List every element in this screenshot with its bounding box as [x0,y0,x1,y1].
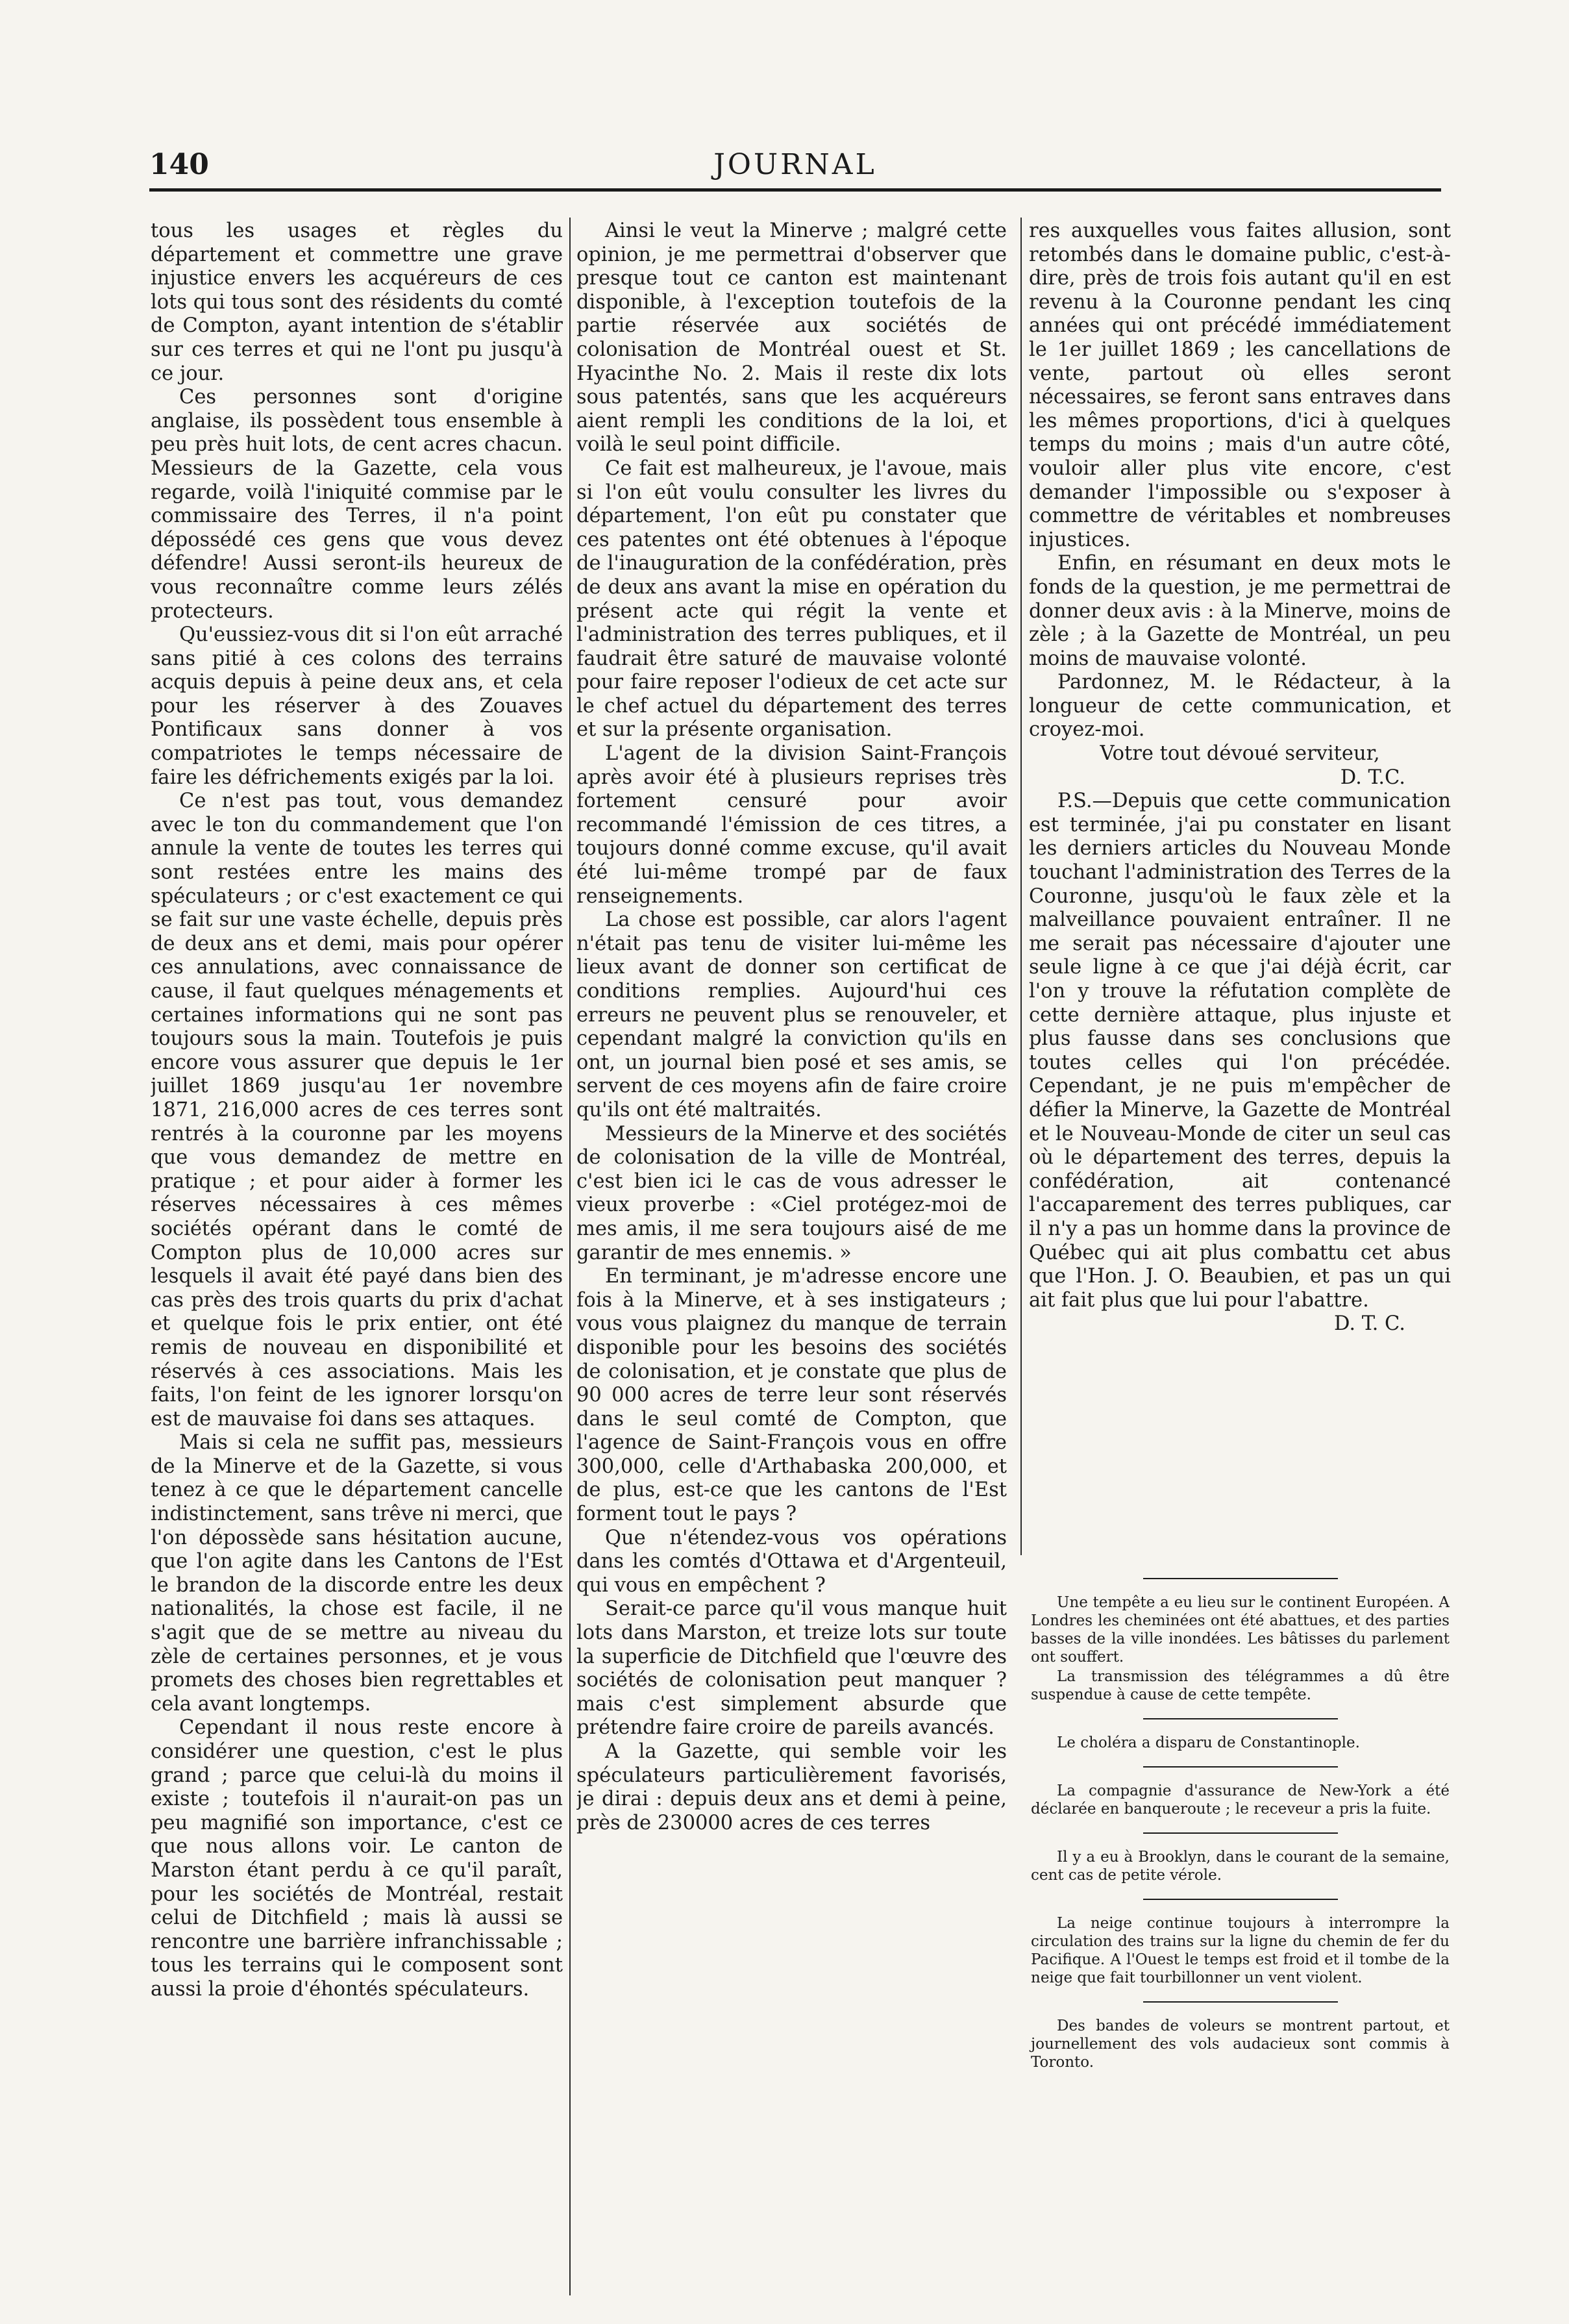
paragraph: Ainsi le veut la Minerve ; malgré cette opinion, je me permettrai d'observer que presque tout ce canton est maintenant disponible, à l'exception toutefois de la partie réservée aux sociétés de colonisation de Montréal ouest et St. Hyacinthe No. 2. Mais il reste dix lots sous patentés, sans que les acquéreurs aient rempli les conditions de la loi, et voilà le seul point difficile. [576,219,1007,456]
paragraph: Cependant il nous reste encore à considérer une question, c'est le plus grand ; parce que celui-là du moins il existe ; toutefois il n'aurait-on pas un peu magnifié son importance, c'est ce que nous allons voir. Le canton de Marston étant perdu à ce qu'il paraît, pour les sociétés de Montréal, restait celui de Ditchfield ; mais là aussi se rencontre une barrière infranchissable ; tous les terrains qui le composent sont aussi la proie d'éhontés spéculateurs. [151,1716,563,2001]
paragraph: Enfin, en résumant en deux mots le fonds de la question, je me permettrai de donner deux avis : à la Minerve, moins de zèle ; à la Gazette de Montréal, un peu moins de mauvaise volonté. [1029,552,1451,670]
paragraph: Ces personnes sont d'origine anglaise, ils possèdent tous ensemble à peu près huit lots, de cent acres chacun. Messieurs de la Gazette, cela vous regarde, voilà l'iniquité commise par le commissaire des Terres, il n'a point dépossédé ces gens que vous devez défendre! Aussi seront-ils heureux de vous reconnaître comme leurs zélés protecteurs. [151,386,563,623]
closing-line: Votre tout dévoué serviteur, [1100,742,1380,766]
paragraph: Que n'étendez-vous vos opérations dans les comtés d'Ottawa et d'Argenteuil, qui vous en empêchent ? [576,1526,1007,1597]
paragraph: En terminant, je m'adresse encore une fois à la Minerve, et à ses instigateurs ; vous vous plaignez du manque de terrain disponible pour les besoins des sociétés de colonisation, et je constate que plus de 90 000 acres de terre leur sont réservés dans le seul comté de Compton, que l'agence de Saint-François vous en offre 300,000, celle d'Arthabaska 200,000, et de plus, est-ce que les cantons de l'Est forment tout le pays ? [576,1265,1007,1526]
news-item: Des bandes de voleurs se montrent partout, et journellement des vols audacieux sont commis à Toronto. [1031,2018,1450,2071]
paragraph: Mais si cela ne suffit pas, messieurs de la Minerve et de la Gazette, si vous tenez à ce que le département cancelle indistinctement, sans trêve ni merci, que l'on dépossède sans hésitation aucune, que l'on agite dans les Cantons de l'Est le brandon de la discorde entre les deux nationalités, la chose est facile, il ne s'agit que de se mettre au niveau du zèle de certaines personnes, et je vous promets des choses bien regrettables et cela avant longtemps. [151,1431,563,1716]
ps-signature: D. T. C. [1334,1312,1405,1336]
page-number: 140 [149,148,209,181]
news-divider [1143,2001,1338,2003]
paragraph: res auxquelles vous faites allusion, sont retombés dans le domaine public, c'est-à-dire, près de trois fois autant qu'il en est revenu à la Couronne pendant les cinq années qui ont précédé immédiatement le 1er juillet 1869 ; les cancellations de vente, partout où elles seront nécessaires, se feront sans entraves dans les mêmes proportions, d'ici à quelques temps du moins ; mais d'un autre côté, vouloir aller plus vite encore, c'est demander l'impossible ou s'exposer à commettre de véritables et nombreuses injustices. [1029,219,1451,551]
page-header [149,148,1441,187]
paragraph: tous les usages et règles du département et commettre une grave injustice envers les acquéreurs de ces lots qui tous sont des résidents du comté de Compton, ayant intention de s'établir sur ces terres et qui ne l'ont pu jusqu'à ce jour. [151,219,563,385]
paragraph: L'agent de la division Saint-François après avoir été à plusieurs reprises très fortement censuré pour avoir recommandé l'émission de ces titres, a toujours donné comme excuse, qu'il avait été lui-même trompé par de faux renseignements. [576,742,1007,908]
postscript: P.S.—Depuis que cette communication est terminée, j'ai pu constater en lisant les derniers articles du Nouveau Monde touchant l'administration des Terres de la Couronne, jusqu'où le faux zèle et la malveillance pouvaient entraîner. Il ne me serait pas nécessaire d'ajouter une seule ligne à ce que j'ai déjà écrit, car l'on y trouve la réfutation complète de cette dernière attaque, plus injuste et plus fausse dans ses conclusions que toutes celles qui l'on précédée. Cependant, je ne puis m'empêcher de défier la Minerve, la Gazette de Montréal et le Nouveau-Monde de citer un seul cas où le département des terres, depuis la confédération, ait contenancé l'accaparement des terres publiques, car il n'y a pas un homme dans la province de Québec qui ait plus combattu cet abus que l'Hon. J. O. Beaubien, et pas un qui ait fait plus que lui pour l'abattre. [1029,790,1451,1312]
signature: D. T.C. [1340,766,1405,789]
news-divider [1143,1832,1338,1834]
news-item: Il y a eu à Brooklyn, dans le courant de la semaine, cent cas de petite vérole. [1031,1849,1450,1884]
news-item: Une tempête a eu lieu sur le continent Européen. A Londres les cheminées ont été abattues, et des parties basses de la ville inondées. Les bâtisses du parlement ont souffert. [1031,1594,1450,1666]
news-divider [1143,1718,1338,1719]
news-item: La transmission des télégrammes a dû être suspendue à cause de cette tempête. [1031,1668,1450,1703]
paragraph: La chose est possible, car alors l'agent n'était pas tenu de visiter lui-même les lieux avant de donner son certificat de conditions remplies. Aujourd'hui ces erreurs ne peuvent plus se renouveler, et cependant malgré la conviction qu'ils en ont, un journal bien posé et ses amis, se servent de ces moyens afin de faire croire qu'ils ont été maltraités. [576,908,1007,1121]
news-divider [1143,1766,1338,1768]
news-divider [1143,1899,1338,1900]
paragraph: Qu'eussiez-vous dit si l'on eût arraché sans pitié à ces colons des terrains acquis depuis à peine deux ans, et cela pour les réserver à des Zouaves Pontificaux sans donner à vos compatriotes le temps nécessaire de faire les défrichements exigés par la loi. [151,623,563,789]
news-divider [1143,1578,1338,1579]
column-separator [569,218,571,2295]
paragraph: Pardonnez, M. le Rédacteur, à la longueur de cette communication, et croyez-moi. [1029,671,1451,742]
journal-title: JOURNAL [713,148,877,181]
article-column-2 [576,219,1007,2324]
paragraph: Serait-ce parce qu'il vous manque huit lots dans Marston, et treize lots sur toute la superficie de Ditchfield que l'œuvre des sociétés de colonisation peut manquer ? mais c'est simplement absurde que prétendre faire croire de pareils avancés. [576,1597,1007,1740]
article-column-1 [151,219,563,2324]
paragraph: Ce n'est pas tout, vous demandez avec le ton du commandement que l'on annule la vente de toutes les terres qui sont restées entre les mains des spéculateurs ; or c'est exactement ce qui se fait sur une vaste échelle, depuis près de deux ans et demi, mais pour opérer ces annulations, avec connaissance de cause, il faut quelques ménagements et certaines informations qui ne sont pas toujours sous la main. Toutefois je puis encore vous assurer que depuis le 1er juillet 1869 jusqu'au 1er novembre 1871, 216,000 acres de ces terres sont rentrés à la couronne par les moyens que vous demandez de mettre en pratique ; et pour aider à former les réserves nécessaires à ces mêmes sociétés opérant dans le comté de Compton plus de 10,000 acres sur lesquels il avait été payé dans bien des cas près des trois quarts du prix d'achat et quelque fois le prix entier, ont été remis de nouveau en disponibilité et réservés à ces associations. Mais les faits, l'on feint de les ignorer lorsqu'on est de mauvaise foi dans ses attaques. [151,790,563,1431]
news-briefs [1031,1578,1450,2071]
paragraph: Ce fait est malheureux, je l'avoue, mais si l'on eût voulu consulter les livres du département, l'on eût pu constater que ces patentes ont été obtenues à l'époque de l'inauguration de la confédération, près de deux ans avant la mise en opération du présent acte qui régit la vente et l'administration des terres publiques, et il faudrait être saturé de mauvaise volonté pour faire reposer l'odieux de cet acte sur le chef actuel du département des terres et sur la présente organisation. [576,456,1007,742]
paragraph: Messieurs de la Minerve et des sociétés de colonisation de la ville de Montréal, c'est bien ici le cas de vous adresser le vieux proverbe : «Ciel protégez-moi de mes amis, il me sera toujours aisé de me garantir de mes ennemis. » [576,1122,1007,1264]
paragraph: A la Gazette, qui semble voir les spéculateurs particulièrement favorisés, je dirai : depuis deux ans et demi à peine, près de 230000 acres de ces terres [576,1740,1007,1834]
news-item: La compagnie d'assurance de New-York a été déclarée en banqueroute ; le receveur a pris la fuite. [1031,1782,1450,1818]
column-separator [1020,218,1022,1555]
news-item: La neige continue toujours à interrompre la circulation des trains sur la ligne du chemin de fer du Pacifique. A l'Ouest le temps est froid et il tombe de la neige que fait tourbillonner un vent violent. [1031,1915,1450,1986]
news-item: Le choléra a disparu de Constantinople. [1057,1734,1360,1751]
header-rule [149,188,1441,192]
